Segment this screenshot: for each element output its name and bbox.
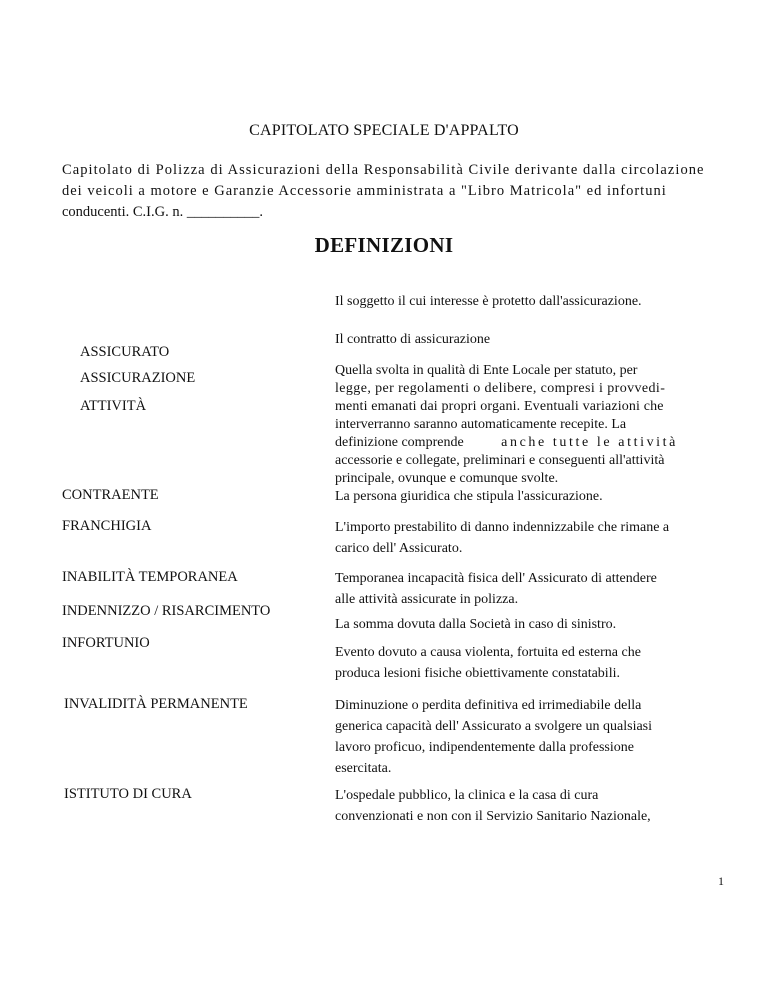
term-indennizzo-risarcimento: INDENNIZZO / RISARCIMENTO: [62, 603, 271, 619]
definition-line: Il contratto di assicurazione: [335, 332, 491, 347]
definition-line: legge, per regolamenti o delibere, compresi i provvedi-: [335, 381, 666, 396]
definition-line: L'importo prestabilito di danno indennizzabile che rimane a: [335, 520, 670, 535]
definition-invalidita-permanente: [335, 695, 725, 779]
definition-line: anche tutte le attività: [501, 435, 678, 450]
term-attivita: ATTIVITÀ: [80, 398, 147, 414]
intro-line: conducenti. C.I.G. n. __________.: [62, 204, 263, 220]
definition-line: alle attività assicurate in polizza.: [335, 592, 519, 607]
definition-line: lavoro proficuo, indipendentemente dalla professione: [335, 740, 634, 755]
term-contraente: CONTRAENTE: [62, 487, 159, 503]
definition-attivita: [335, 362, 725, 488]
definition-line: Il soggetto il cui interesse è protetto dall'assicurazione.: [335, 294, 642, 309]
term-istituto-di-cura: ISTITUTO DI CURA: [64, 786, 192, 802]
definition-line: generica capacità dell' Assicurato a svolgere un qualsiasi: [335, 719, 653, 734]
page-number: 1: [718, 874, 724, 888]
definition-line: accessorie e collegate, preliminari e conseguenti all'attività: [335, 453, 665, 468]
document-title: CAPITOLATO SPECIALE D'APPALTO: [249, 122, 519, 139]
definition-line: definizione comprende: [335, 435, 464, 450]
definition-line: carico dell' Assicurato.: [335, 541, 463, 556]
definition-line: produca lesioni fisiche obiettivamente constatabili.: [335, 666, 620, 681]
term-inabilita-temporanea: INABILITÀ TEMPORANEA: [62, 569, 238, 585]
section-heading: DEFINIZIONI: [314, 233, 454, 257]
intro-line: Capitolato di Polizza di Assicurazioni della Responsabilità Civile derivante dalla circolazione: [62, 162, 705, 178]
definition-assicurato: [335, 292, 725, 311]
definition-istituto-di-cura: [335, 785, 725, 827]
definition-line: Diminuzione o perdita definitiva ed irrimediabile della: [335, 698, 642, 713]
definition-inabilita-temporanea: [335, 568, 725, 610]
definition-contraente: [335, 487, 725, 506]
definition-franchigia: [335, 517, 725, 559]
term-assicurato: ASSICURATO: [80, 344, 170, 360]
intro-paragraph: [62, 160, 712, 223]
intro-line: dei veicoli a motore e Garanzie Accessorie amministrata a "Libro Matricola" ed infortuni: [62, 183, 667, 199]
definition-line: L'ospedale pubblico, la clinica e la casa di cura: [335, 788, 599, 803]
term-infortunio: INFORTUNIO: [62, 635, 150, 651]
definition-line: Temporanea incapacità fisica dell' Assicurato di attendere: [335, 571, 657, 586]
definition-line: La somma dovuta dalla Società in caso di sinistro.: [335, 617, 617, 632]
definition-line: principale, ovunque e comunque svolte.: [335, 471, 559, 486]
definition-line: menti emanati dai propri organi. Eventuali variazioni che: [335, 399, 664, 414]
definition-indennizzo-risarcimento: [335, 615, 725, 634]
definition-line: esercitata.: [335, 761, 392, 776]
definition-line: interverranno saranno automaticamente recepite. La: [335, 417, 627, 432]
term-invalidita-permanente: INVALIDITÀ PERMANENTE: [64, 696, 248, 712]
definition-line: Quella svolta in qualità di Ente Locale per statuto, per: [335, 363, 638, 378]
term-assicurazione: ASSICURAZIONE: [80, 370, 196, 386]
definition-line: Evento dovuto a causa violenta, fortuita ed esterna che: [335, 645, 641, 660]
definition-infortunio: [335, 642, 725, 684]
term-franchigia: FRANCHIGIA: [62, 518, 152, 534]
definition-assicurazione: [335, 330, 725, 349]
definition-line: convenzionati e non con il Servizio Sanitario Nazionale,: [335, 809, 651, 824]
definition-line: La persona giuridica che stipula l'assicurazione.: [335, 489, 603, 504]
